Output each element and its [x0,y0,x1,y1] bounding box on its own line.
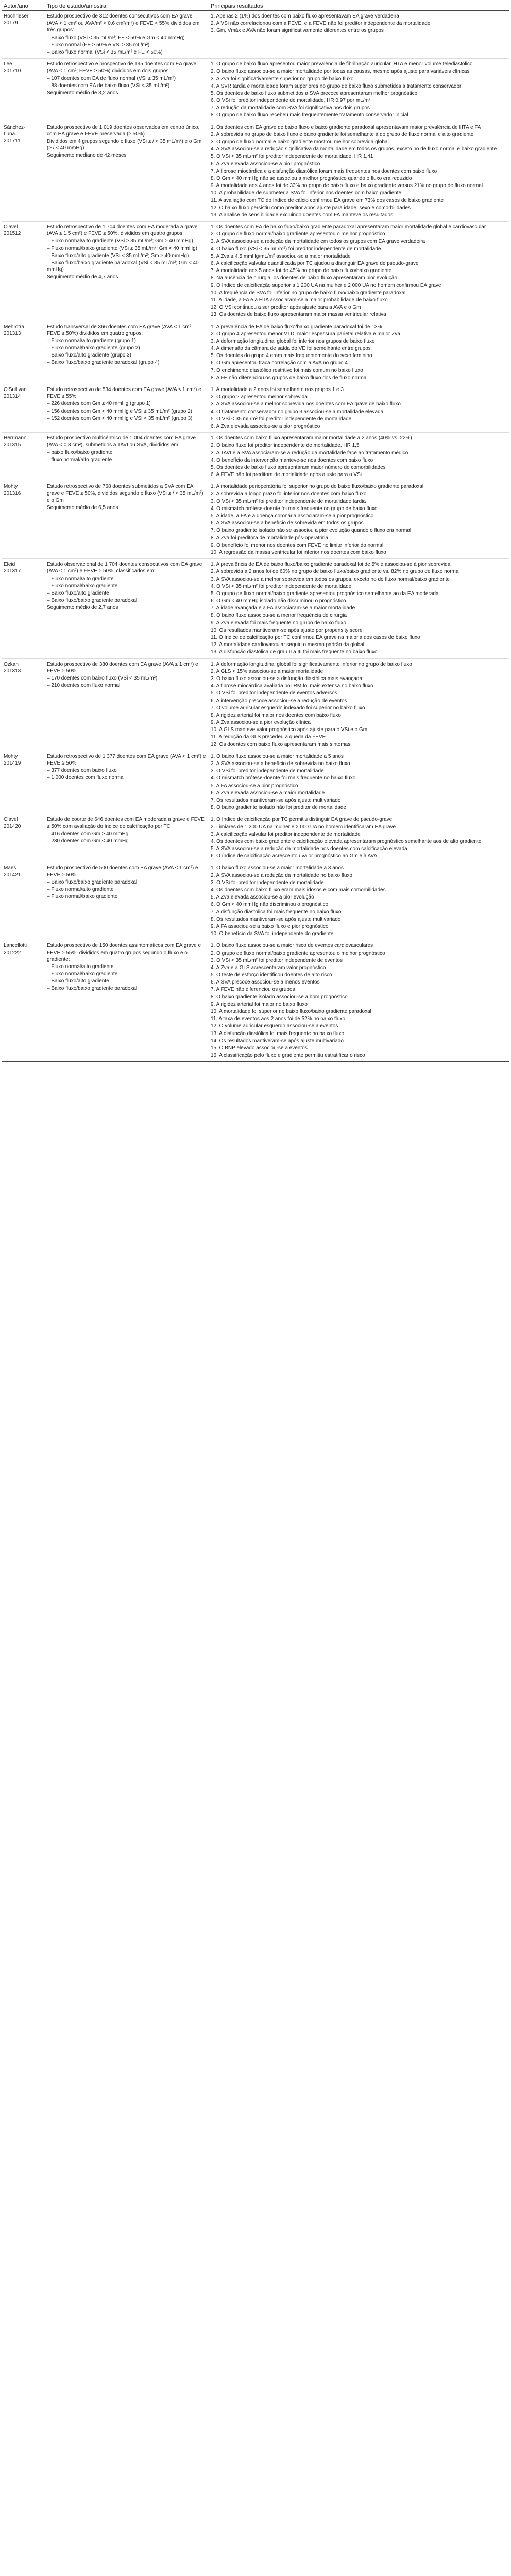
result-line: 2. A sobrevida a 2 anos foi de 60% no grupo de baixo fluxo/baixo gradiente vs. 82% no grupo de fluxo normal [211,569,460,575]
result-line: 8. O baixo gradiente isolado não foi preditor de mortalidade [211,805,346,811]
design-line: – Fluxo normal/alto gradiente (grupo 1) [47,337,136,344]
table-row [2,321,509,384]
result-line: 3. O VSi foi preditor independente de mortalidade [211,768,324,774]
result-line: 3. A SVA associou-se a melhor sobrevida em todos os grupos, exceto no de fluxo normal/baixo gradiente [211,576,450,582]
study-design [45,862,209,940]
result-line: 7. A idade avançada e a FA associaram-se a maior mortalidade [211,605,355,612]
result-line: 5. O VSi foi preditor independente de eventos adversos [211,690,337,697]
table-row [2,384,509,433]
study-author: Clavel 201420 [2,814,45,862]
study-results [209,59,509,122]
design-line: – Baixo fluxo normal (VSi < 35 mL/m² e FE < 50%) [47,49,163,55]
study-results [209,122,509,221]
result-line: 1. O grupo de baixo fluxo apresentou maior prevalência de fibrilhação auricular, HTA e menor volume telediastólico [211,61,473,67]
design-line: – Fluxo normal/alto gradiente (VSi ≥ 35 mL/m²; Gm ≥ 40 mmHg) [47,238,193,244]
result-line: 2. O baixo fluxo foi preditor independente de mortalidade, HR 1,5 [211,443,360,449]
result-line: 3. Gm, Vmáx e AVA não foram significativamente diferentes entre os grupos [211,28,384,34]
design-line: – 170 doentes com baixo fluxo (VSi < 35 mL/m²) [47,675,158,681]
result-line: 4. A fibrose miocárdica avaliada por RM foi mais extensa no baixo fluxo [211,683,373,689]
study-results [209,658,509,751]
result-line: 3. A calcificação valvular foi preditor independente de mortalidade [211,831,361,837]
result-line: 12. O volume auricular esquerdo associou-se a eventos [211,1023,338,1029]
design-line: Seguimento médio de 4,7 anos [47,274,118,280]
result-line: 1. O baixo fluxo associou-se a maior risco de eventos cardiovasculares [211,943,373,949]
result-line: 8. O grupo de baixo fluxo recebeu mais frequentemente tratamento conservador inicial [211,112,408,118]
design-line: – 210 doentes com fluxo normal [47,683,121,689]
study-design [45,122,209,221]
result-line: 3. O VSi < 35 mL/m² foi preditor independente de mortalidade tardia [211,498,366,504]
result-line: 5. O VSi < 35 mL/m² foi preditor independente de mortalidade, HR 1,41 [211,154,373,160]
study-author: Ozkan 201318 [2,658,45,751]
study-design [45,658,209,751]
result-line: 10. A probabilidade de submeter a SVA foi inferior nos doentes com baixo gradiente [211,190,402,196]
result-line: 6. O Gm apresentou fraca correlação com a AVA no grupo 4 [211,360,348,366]
table-row [2,11,509,59]
result-line: 2. A SVA associou-se a benefício de sobrevida no baixo fluxo [211,761,350,767]
result-line: 11. A idade, a FA e a HTA associaram-se a maior probabilidade de baixo fluxo [211,297,388,303]
design-line: Seguimento mediano de 42 meses [47,152,127,159]
design-line: Estudo prospectivo de 150 doentes assintomáticos com EA grave e FEVE ≥ 55%, divididos em quatro grupos segundo o fluxo e o gradiente: [47,943,201,962]
study-design [45,59,209,122]
study-results [209,481,509,559]
result-line: 7. A disfunção diastólica foi mais frequente no baixo fluxo [211,909,342,915]
result-line: 9. A rigidez arterial foi maior no baixo fluxo [211,1001,308,1007]
table-row [2,940,509,1062]
result-line: 1. O baixo fluxo associou-se a maior mortalidade a 5 anos [211,753,344,759]
result-line: 6. O índice de calcificação acrescentou valor prognóstico ao Gm e à AVA [211,853,378,859]
table-row [2,433,509,481]
result-line: 13. A disfunção diastólica foi mais frequente no baixo fluxo [211,1030,345,1037]
design-line: Estudo observacional de 1 704 doentes consecutivos com EA grave (AVA ≤ 1 cm²) e FEVE ≥ 50%, classificados em: [47,562,202,574]
design-line: – Fluxo normal/baixo gradiente [47,583,118,589]
result-line: 1. Os doentes com EA grave de baixo fluxo e baixo gradiente paradoxal apresentavam maior prevalência de HTA e FA [211,124,481,130]
result-line: 6. O Gm < 40 mmHg não discriminou o prognóstico [211,902,329,908]
result-line: 2. Limiares de 1 200 UA na mulher e 2 000 UA no homem identificaram EA grave [211,824,396,830]
result-line: 6. A SVA precoce associou-se a menos eventos [211,979,320,986]
result-line: 4. Os doentes com baixo gradiente e calcificação elevada apresentaram prognóstico semelhante aos de alto gradiente [211,838,482,844]
result-line: 5. Os doentes de baixo fluxo apresentaram maior número de comorbilidades [211,464,386,470]
design-line: – Baixo fluxo/baixo gradiente paradoxal [47,879,138,885]
result-line: 11. A taxa de eventos aos 2 anos foi de 52% no baixo fluxo [211,1016,346,1022]
result-line: 6. A Zva elevada associou-se a pior prognóstico [211,161,320,167]
result-line: 9. A Zva associou-se a pior evolução clínica [211,720,311,726]
study-author: Herrmann 201315 [2,433,45,481]
result-line: 3. A Zva foi significativamente superior no grupo de baixo fluxo [211,76,354,82]
result-line: 2. A VSi não correlacionou com a FEVE, e a FEVE não foi preditor independente da mortalidade [211,21,431,27]
study-author: Mohty 201316 [2,481,45,559]
study-results [209,559,509,658]
result-line: 16. A classificação pelo fluxo e gradiente permitiu estratificar o risco [211,1053,365,1059]
result-line: 4. O tratamento conservador no grupo 3 associou-se a mortalidade elevada [211,409,384,415]
design-line: – Fluxo normal/alto gradiente [47,963,114,970]
result-line: 12. O VSi continuou a ser preditor após ajuste para a AVA e o Gm [211,304,361,311]
result-line: 9. O índice de calcificação superior a 1 200 UA na mulher e 2 000 UA no homem confirmou EA grave [211,282,441,289]
result-line: 3. A TAVI e a SVA associaram-se a redução da mortalidade face ao tratamento médico [211,450,408,456]
result-line: 1. A deformação longitudinal global foi significativamente inferior no grupo de baixo fluxo [211,661,412,667]
result-line: 5. O teste de esforço identificou doentes de alto risco [211,972,332,978]
design-line: Seguimento médio de 6,5 anos [47,504,118,511]
study-author: O'Sullivan 201314 [2,384,45,433]
result-line: 13. Os doentes de baixo fluxo apresentaram maior massa ventricular relativa [211,312,386,318]
result-line: 5. A FA associou-se a pior prognóstico [211,783,298,789]
result-line: 2. O grupo 4 apresentou menor VTD, maior espessura parietal relativa e maior Zva [211,331,400,337]
design-line: – 1 000 doentes com fluxo normal [47,775,125,781]
result-line: 11. A redução da GLS precedeu a queda da FEVE [211,734,326,740]
design-line: Estudo prospectivo de 312 doentes consecutivos com EA grave [47,13,193,19]
design-line: – Baixo fluxo/alto gradiente (grupo 3) [47,352,131,359]
result-line: 9. A Zva elevada foi mais frequente no grupo de baixo fluxo [211,620,346,626]
study-results [209,814,509,862]
result-line: 6. A Zva elevada associou-se a maior mortalidade [211,790,325,796]
result-line: 5. A Zva elevada associou-se a pior evolução [211,894,314,901]
study-results [209,751,509,814]
table-row [2,814,509,862]
study-results [209,321,509,384]
design-line: Seguimento médio de 2,7 anos [47,605,118,611]
design-line: – Fluxo normal/baixo gradiente [47,971,118,977]
result-line: 7. A FEVE não diferenciou os grupos [211,987,295,993]
result-line: 6. A intervenção precoce associou-se a redução de eventos [211,698,347,704]
design-line: – Baixo fluxo/baixo gradiente paradoxal (grupo 4) [47,360,160,366]
result-line: 3. A SVA associou-se a melhor sobrevida nos doentes com EA grave de baixo fluxo [211,401,401,408]
result-line: 3. A SVA associou-se a redução da mortalidade em todos os grupos com EA grave verdadeira [211,239,425,245]
design-line: – 152 doentes com Gm < 40 mmHg e VSi < 35 mL/m² (grupo 3) [47,415,193,421]
design-line: Estudo retrospectivo de 534 doentes com EA grave (AVA ≤ 1 cm²) e FEVE ≥ 55%: [47,387,201,400]
result-line: 2. O baixo fluxo associou-se a maior mortalidade por todas as causas, mesmo após ajuste para variáveis clínicas [211,69,470,75]
result-line: 6. A SVA associou-se a benefício de sobrevida em todos os grupos [211,520,364,527]
table-body [2,11,509,1062]
design-line: – 107 doentes com EA de fluxo normal (VSi ≥ 35 mL/m²) [47,75,176,81]
study-design [45,222,209,321]
study-design [45,814,209,862]
table-row [2,59,509,122]
table-row [2,559,509,658]
result-line: 4. A dimensão da câmara de saída do VE foi semelhante entre grupos [211,346,371,352]
result-line: 7. O volume auricular esquerdo indexado foi superior no baixo fluxo [211,705,365,711]
result-line: 9. A mortalidade aos 4 anos foi de 33% no grupo de baixo fluxo e baixo gradiente versus 21% no grupo de fluxo normal [211,183,483,189]
study-results [209,940,509,1062]
result-line: 3. O baixo fluxo associou-se a disfunção diastólica mais avançada [211,675,363,682]
design-line: Estudo prospectivo de 500 doentes com EA grave (AVA ≤ 1 cm²) e FEVE ≥ 50%: [47,865,198,878]
result-line: 11. O índice de calcificação por TC confirmou EA grave na maioria dos casos de baixo fluxo [211,635,420,640]
result-line: 4. O benefício da intervenção manteve-se nos doentes com baixo fluxo [211,457,373,463]
design-line: Estudo retrospectivo de 768 doentes submetidos a SVA com EA grave e FEVE ≥ 50%, divididos segundo o fluxo (VSi ≥ / < 35 mL/m²) e o Gm [47,484,203,503]
result-line: 5. O VSi < 35 mL/m² foi preditor independente de mortalidade [211,416,352,422]
result-line: 7. Os resultados mantiveram-se após ajuste multivariado [211,797,341,803]
table-row [2,658,509,751]
design-line: – 226 doentes com Gm ≥ 40 mmHg (grupo 1) [47,401,151,407]
result-line: 1. A prevalência de EA de baixo fluxo/baixo gradiente paradoxal foi de 13% [211,324,382,330]
study-author: Lancellotti 201222 [2,940,45,1062]
study-design [45,559,209,658]
result-line: 10. A frequência de SVA foi inferior no grupo de baixo fluxo/baixo gradiente paradoxal [211,290,406,296]
design-line: – baixo fluxo/baixo gradiente [47,449,113,455]
result-line: 1. Os doentes com EA de baixo fluxo/baixo gradiente paradoxal apresentaram maior mortalidade global e cardiovascular [211,224,486,230]
design-line: Seguimento médio de 3,2 anos [47,90,118,96]
study-design [45,481,209,559]
design-line: – Baixo fluxo/alto gradiente [47,590,109,596]
header-author: Autor/ano [2,2,45,11]
study-author: Hochrieser 20179 [2,11,45,59]
result-line: 2. O grupo 2 apresentou melhor sobrevida [211,394,308,400]
result-line: 10. O benefício da SVA foi independente do gradiente [211,931,334,937]
result-line: 7. A redução da mortalidade com SVA foi significativa nos dois grupos [211,105,370,111]
result-line: 8. O Gm < 40 mmHg não se associou a melhor prognóstico quando o fluxo era reduzido [211,175,412,181]
result-line: 4. A SVR tardia e mortalidade foram superiores no grupo de baixo fluxo submetidos a tratamento conservador [211,83,462,89]
result-line: 3. A deformação longitudinal global foi inferior nos grupos de baixo fluxo [211,338,375,344]
result-line: 6. A calcificação valvular quantificada por TC ajudou a distinguir EA grave de pseudo-grave [211,261,419,266]
result-line: 1. O baixo fluxo associou-se a maior mortalidade a 3 anos [211,865,344,871]
result-line: 13. A análise de sensibilidade excluindo doentes com FA manteve os resultados [211,212,394,218]
result-line: 1. O índice de calcificação por TC permitiu distinguir EA grave de pseudo-grave [211,817,393,823]
result-line: 5. O grupo de fluxo normal/baixo gradiente apresentou prognóstico semelhante ao da EA moderada [211,590,439,597]
study-results [209,862,509,940]
result-line: 12. A mortalidade cardiovascular seguiu o mesmo padrão da global [211,642,364,648]
result-line: 5. A SVA associou-se a redução da mortalidade nos doentes com calcificação elevada [211,846,407,852]
result-line: 5. A idade, a FA e a doença coronária associaram-se a pior prognóstico [211,513,374,519]
result-line: 9. O benefício foi menor nos doentes com FEVE no limite inferior do normal [211,542,384,548]
design-line: – 416 doentes com Gm ≥ 40 mmHg [47,831,129,837]
result-line: 10. A mortalidade foi superior no baixo fluxo/baixo gradiente paradoxal [211,1009,371,1014]
study-results [209,222,509,321]
design-line: Estudo prospectivo multicêntrico de 1 004 doentes com EA grave (AVA < 0,8 cm²), submetidos a TAVI ou SVA, divididos em: [47,435,196,448]
design-line: – 377 doentes com baixo fluxo [47,768,117,774]
result-line: 6. O Gm < 40 mmHg isolado não discriminou o prognóstico [211,598,346,604]
result-line: 15. O BNP elevado associou-se a eventos [211,1045,308,1051]
result-line: 1. Os doentes com baixo fluxo apresentaram maior mortalidade a 2 anos (40% vs. 22%) [211,435,412,442]
result-line: 11. A avaliação com TC do índice de cálcio confirmou EA grave em 73% dos casos de baixo gradiente [211,197,444,204]
design-line: – 88 doentes com EA de baixo fluxo (VSi < 35 mL/m²) [47,82,170,89]
design-line: Estudo prospectivo de 1 019 doentes observados em centro único, com EA grave e FEVE preservada (≥ 50%) [47,124,200,137]
study-design [45,384,209,433]
result-line: 5. A Zva ≥ 4,5 mmHg/mL/m² associou-se a maior mortalidade [211,253,351,259]
result-line: 7. O enchimento diastólico restritivo foi mais comum no baixo fluxo [211,367,363,374]
result-line: 2. O grupo de fluxo normal/baixo gradiente apresentou o melhor prognóstico [211,950,385,956]
result-line: 2. A sobrevida no grupo de baixo fluxo e baixo gradiente foi semelhante à do grupo de fluxo normal e alto gradiente [211,131,474,138]
design-line: – Baixo fluxo/alto gradiente (VSi < 35 mL/m²; Gm ≥ 40 mmHg) [47,252,189,259]
design-line: – Baixo fluxo/alto gradiente [47,978,109,985]
studies-table [2,2,509,1062]
result-line: 12. Os doentes com baixo fluxo apresentaram mais sintomas [211,741,351,748]
result-line: 8. A Zva foi preditora de mortalidade pós-operatória [211,535,328,541]
design-line: – Baixo fluxo/baixo gradiente paradoxal [47,598,138,604]
result-line: 8. A rigidez arterial foi maior nos doentes com baixo fluxo [211,712,341,718]
header-row [2,2,509,11]
result-line: 8. O baixo gradiente isolado associou-se a bom prognóstico [211,994,348,1000]
table-row [2,481,509,559]
study-design [45,11,209,59]
result-line: 10. A regressão da massa ventricular foi inferior nos doentes com baixo fluxo [211,549,386,555]
result-line: 1. Apenas 2 (1%) dos doentes com baixo fluxo apresentavam EA grave verdadeira [211,13,399,19]
table-row [2,222,509,321]
table-row [2,122,509,221]
result-line: 2. O grupo de fluxo normal/baixo gradiente apresentou o melhor prognóstico [211,231,385,238]
study-design [45,940,209,1062]
result-line: 4. A SVA associou-se a redução significativa da mortalidade em todos os grupos, exceto no de fluxo normal e baixo gradiente [211,146,497,152]
study-author: Maes 201421 [2,862,45,940]
result-line: 2. A sobrevida a longo prazo foi inferior nos doentes com baixo fluxo [211,491,367,497]
result-line: 4. O VSi < 35 mL/m² foi preditor independente de mortalidade [211,583,352,589]
study-author: Clavel 201512 [2,222,45,321]
study-author: Eleid 201317 [2,559,45,658]
study-author: Sánchez- Luna 201711 [2,122,45,221]
study-results [209,433,509,481]
design-line: – Baixo fluxo (VSi < 35 mL/m²; FE < 50% e Gm < 40 mmHg) [47,35,185,41]
design-line: – Fluxo normal/alto gradiente [47,887,114,892]
design-line: – 230 doentes com Gm < 40 mmHg [47,838,129,844]
header-results: Principais resultados [209,2,509,11]
design-line: Estudo prospectivo de 380 doentes com EA grave (AVA ≤ 1 cm²) e FEVE ≥ 50%: [47,661,198,674]
study-results [209,11,509,59]
table-row [2,751,509,814]
result-line: 5. Os doentes do grupo 4 eram mais frequentemente do sexo feminino [211,353,372,359]
design-line: Estudo transversal de 366 doentes com EA grave (AVA < 1 cm²; FEVE ≥ 50%) divididos em quatro grupos: [47,324,193,336]
result-line: 6. O VSi foi preditor independente de mortalidade, HR 0,97 por mL/m² [211,98,371,104]
result-line: 8. A FE não diferenciou os grupos de baixo fluxo dos de fluxo normal [211,375,368,381]
result-line: 7. O baixo gradiente isolado não se associou a pior evolução quando o fluxo era normal [211,528,412,534]
result-line: 8. Os resultados mantiveram-se após ajuste multivariado [211,916,341,922]
result-line: 8. O baixo fluxo associou-se a menor frequência de cirurgia [211,613,347,619]
result-line: 1. A prevalência de EA de baixo fluxo/baixo gradiente paradoxal foi de 5% e associou-se à pior sobrevida [211,562,451,568]
design-line: – fluxo normal/alto gradiente [47,456,112,463]
design-line: (AVA < 1 cm² ou AVA/m² < 0,6 cm²/m²) e FEVE < 55% divididos em três grupos: [47,21,200,33]
design-line: – Fluxo normal/baixo gradiente (grupo 2) [47,345,140,351]
design-line: Divididos em 4 grupos segundo o fluxo (VSi ≥ / < 35 mL/m²) e o Gm (≥ / < 40 mmHg) [47,139,202,151]
study-author: Lee 201710 [2,59,45,122]
result-line: 4. O mismatch prótese-doente foi mais frequente no grupo de baixo fluxo [211,505,378,512]
result-line: 3. O VSi < 35 mL/m² foi preditor independente de eventos [211,957,343,963]
study-design [45,321,209,384]
result-line: 13. A disfunção diastólica de grau II a III foi mais frequente no baixo fluxo [211,649,378,655]
result-line: 2. A GLS < 15% associou-se a maior mortalidade [211,668,323,674]
result-line: 2. A SVA associou-se a redução da mortalidade no baixo fluxo [211,872,352,878]
result-line: 5. Os doentes de baixo fluxo submetidos a SVA precoce apresentaram melhor prognóstico [211,90,418,96]
design-line: – Fluxo normal (FE ≥ 50% e VSi ≥ 35 mL/m²) [47,42,150,48]
study-design [45,433,209,481]
result-line: 3. O grupo de fluxo normal e baixo gradiente mostrou melhor sobrevida global [211,139,389,145]
design-line: – 156 doentes com Gm < 40 mmHg e VSi ≥ 35 mL/m² (grupo 2) [47,408,192,414]
result-line: 3. O VSi foi preditor independente de mortalidade [211,879,324,886]
result-line: 4. O mismatch prótese-doente foi mais frequente no baixo fluxo [211,775,356,782]
result-line: 12. O baixo fluxo persistiu como preditor após ajuste para idade, sexo e comorbilidades [211,205,411,211]
design-line: Estudo retrospectivo de 1 704 doentes com EA moderada a grave (AVA ≤ 1,5 cm²) e FEVE ≥ 50%, divididos em quatro grupos: [47,224,198,237]
design-line: – Fluxo normal/baixo gradiente [47,894,118,900]
result-line: 7. A mortalidade aos 5 anos foi de 45% no grupo de baixo fluxo/baixo gradiente [211,268,392,274]
study-author: Mohty 201419 [2,751,45,814]
result-line: 9. A FA associou-se a baixo fluxo e pior prognóstico [211,923,329,929]
result-line: 8. Na ausência de cirurgia, os doentes de baixo fluxo apresentaram pior evolução [211,275,397,281]
result-line: 1. A mortalidade a 2 anos foi semelhante nos grupos 1 e 3 [211,387,344,393]
result-line: 6. A Zva elevada associou-se a pior prognóstico [211,423,320,429]
design-line: – Baixo fluxo/baixo gradiente paradoxal (VSi < 35 mL/m²; Gm < 40 mmHg) [47,260,199,273]
study-design [45,751,209,814]
result-line: 4. A Zva e a GLS acrescentaram valor prognóstico [211,964,326,971]
design-line: – Baixo fluxo/baixo gradiente paradoxal [47,986,138,992]
study-author: Mehrotra 201313 [2,321,45,384]
study-results [209,384,509,433]
table-row [2,862,509,940]
result-line: 4. O baixo fluxo (VSi < 35 mL/m²) foi preditor independente de mortalidade [211,246,381,252]
result-line: 7. A fibrose miocárdica e a disfunção diastólica foram mais frequentes nos doentes com baixo fluxo [211,168,437,174]
result-line: 14. Os resultados mantiveram-se após ajuste multivariado [211,1038,344,1044]
result-line: 6. A FEVE não foi preditora de mortalidade após ajuste para o VSi [211,472,362,478]
design-line: Estudo de coorte de 646 doentes com EA moderada a grave e FEVE ≥ 50% com avaliação do índice de calcificação por TC [47,817,205,829]
design-line: Estudo retrospectivo de 1 377 doentes com EA grave (AVA < 1 cm²) e FEVE ≥ 50%: [47,753,206,766]
result-line: 4. Os doentes com baixo fluxo eram mais idosos e com mais comorbilidades [211,887,386,893]
result-line: 10. A GLS manteve valor prognóstico após ajuste para o VSi e o Gm [211,727,368,733]
design-line: Estudo retrospectivo e prospectivo de 195 doentes com EA grave (AVA ≤ 1 cm²; FEVE ≥ 50%) divididos em dois grupos: [47,61,197,74]
result-line: 10. Os resultados mantiveram-se após ajuste por propensity score [211,627,363,633]
design-line: – Fluxo normal/alto gradiente [47,575,114,582]
header-design: Tipo de estudo/amostra [45,2,209,11]
result-line: 1. A mortalidade perioperatória foi superior no grupo de baixo fluxo/baixo gradiente paradoxal [211,484,424,490]
design-line: – Fluxo normal/baixo gradiente (VSi ≥ 35 mL/m²; Gm < 40 mmHg) [47,245,197,251]
